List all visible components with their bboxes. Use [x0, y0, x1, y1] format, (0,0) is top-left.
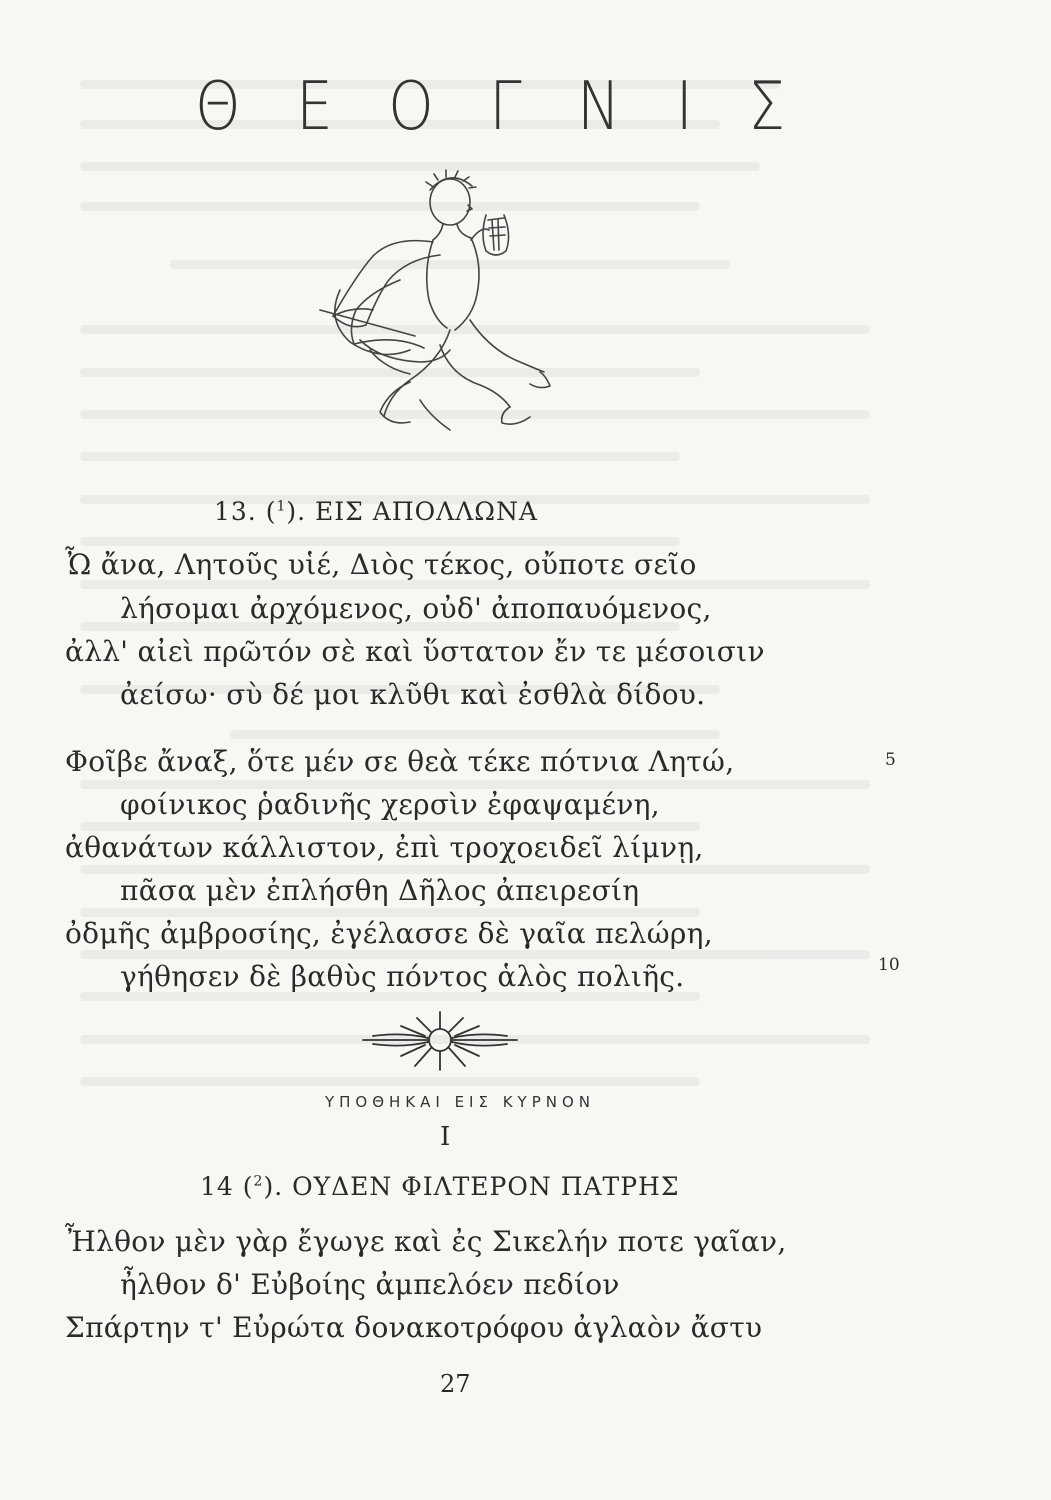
page-title: [195, 68, 785, 144]
verse-line: Ὦ ἄνα, Λητοῦς υἱέ, Διὸς τέκος, οὔποτε σεῖο: [65, 548, 697, 581]
title-letter: Ν: [576, 66, 621, 146]
title-letter: Θ: [195, 66, 241, 146]
title-letter: Σ: [748, 66, 785, 146]
title-letter: Ο: [388, 66, 434, 146]
book-number: I: [440, 1122, 451, 1152]
verse-line: Σπάρτην τ' Εὐρώτα δονακοτρόφου ἀγλαὸν ἄστυ: [65, 1311, 763, 1344]
verse-line: ἀθανάτων κάλλιστον, ἐπὶ τροχοειδεῖ λίμνῃ,: [65, 831, 704, 864]
line-number: 10: [878, 955, 900, 975]
sun-ornament-icon: [355, 1008, 525, 1078]
verse-line: γήθησεν δὲ βαθὺς πόντος ἁλὸς πολιῆς.: [120, 960, 685, 993]
title-letter: Γ: [489, 66, 522, 146]
section-subtitle: ΥΠΟΘΗΚΑΙ ΕΙΣ ΚΥΡΝΟΝ: [324, 1093, 596, 1111]
verse-line: Φοῖβε ἄναξ, ὅτε μέν σε θεὰ τέκε πότνια Λητώ,: [65, 745, 735, 778]
title-letter: Ε: [296, 66, 333, 146]
verse-line: ἦλθον δ' Εὐβοίης ἀμπελόεν πεδίον: [120, 1268, 620, 1301]
verse-line: ὀδμῆς ἀμβροσίης, ἐγέλασσε δὲ γαῖα πελώρη,: [65, 917, 713, 950]
apollo-with-lyre-illustration: [300, 160, 560, 445]
verse-line: ἀείσω· σὺ δέ μοι κλῦθι καὶ ἐσθλὰ δίδου.: [120, 678, 706, 711]
line-number: 5: [885, 750, 896, 770]
verse-line: φοίνικος ῥαδινῆς χερσὶν ἐφαψαμένη,: [120, 788, 660, 821]
section-heading: 14 ($^2$). ΟΥΔΕΝ ΦΙΛΤΕΡΟΝ ΠΑΤΡΗΣ: [200, 1172, 680, 1201]
title-letter: Ι: [675, 66, 693, 146]
verse-line: πᾶσα μὲν ἐπλήσθη Δῆλος ἀπειρεσίη: [120, 874, 640, 907]
section-heading: 13. ($^1$). ΕΙΣ ΑΠΟΛΛΩΝΑ: [214, 497, 538, 526]
verse-line: λήσομαι ἀρχόμενος, οὐδ' ἀποπαυόμενος,: [120, 592, 712, 625]
verse-line: ἀλλ' αἰεὶ πρῶτόν σὲ καὶ ὕστατον ἔν τε μέσοισιν: [65, 635, 765, 668]
page-number: 27: [440, 1370, 471, 1398]
verse-line: Ἦλθον μὲν γὰρ ἔγωγε καὶ ἐς Σικελήν ποτε γαῖαν,: [65, 1225, 787, 1258]
